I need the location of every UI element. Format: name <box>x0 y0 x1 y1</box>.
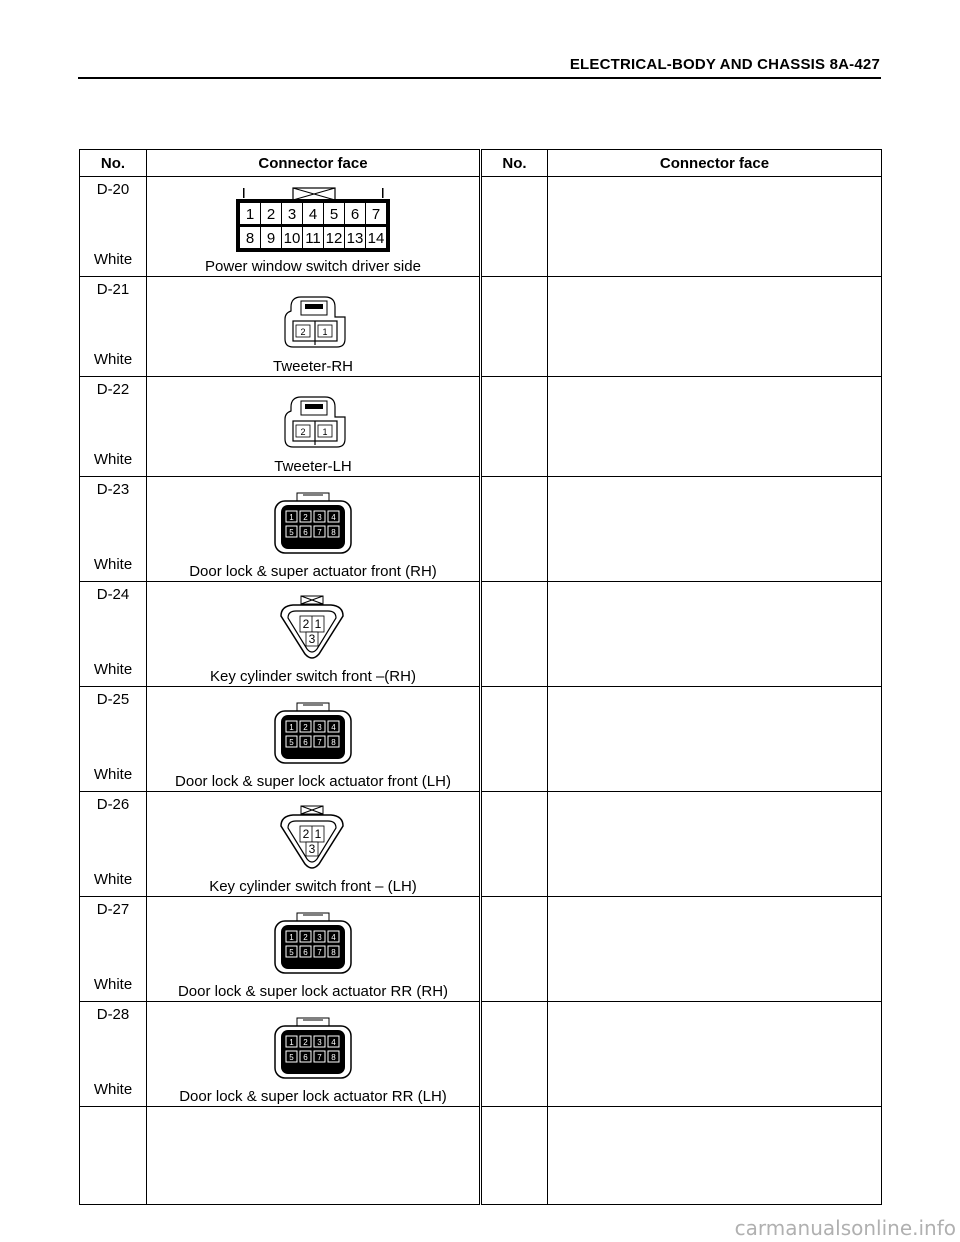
col-header-no-2: No. <box>481 150 548 177</box>
connector-color: White <box>93 871 133 888</box>
pin-label: 7 <box>317 948 322 957</box>
watermark: carmanualsonline.info <box>734 1216 956 1240</box>
pin-label: 2 <box>302 827 310 841</box>
connector-caption: Key cylinder switch front –(RH) <box>210 668 416 685</box>
pin-label: 8 <box>331 948 336 957</box>
pin-label: 1 <box>289 1038 294 1047</box>
empty-no-cell <box>481 897 548 1002</box>
empty-no-cell <box>481 582 548 687</box>
table-row <box>80 477 882 582</box>
table-row <box>80 687 882 792</box>
pin-label: 3 <box>317 723 322 732</box>
connector-id: D-27 <box>96 901 130 918</box>
connector-no-cell <box>80 277 147 377</box>
pin-label: 4 <box>331 723 336 732</box>
connector-diagram <box>235 185 391 255</box>
pin-label: 2 <box>303 723 308 732</box>
pin-label: 5 <box>329 206 339 223</box>
empty-face-cell <box>548 687 882 792</box>
col-header-connector-face: Connector face <box>147 150 481 177</box>
pin-label: 7 <box>371 206 381 223</box>
connector-face-cell <box>147 177 481 277</box>
connector-id: D-28 <box>96 1006 130 1023</box>
pin-label: 4 <box>308 206 318 223</box>
pin-label: 1 <box>314 827 322 841</box>
connector-no-cell <box>80 477 147 582</box>
connector-diagram <box>273 1016 353 1086</box>
empty-face-cell <box>548 277 882 377</box>
pin-label: 6 <box>303 528 308 537</box>
connector-caption: Tweeter-LH <box>274 458 352 475</box>
connector-color: White <box>93 976 133 993</box>
pin-label: 6 <box>303 948 308 957</box>
pin-label: 6 <box>303 738 308 747</box>
connector-face-cell <box>147 1002 481 1107</box>
connector-diagram <box>273 289 353 359</box>
connector-no-cell <box>80 582 147 687</box>
pin-label: 14 <box>367 230 385 247</box>
empty-no-cell <box>481 177 548 277</box>
connector-face-cell <box>147 792 481 897</box>
pin-label: 7 <box>317 528 322 537</box>
pin-label: 5 <box>289 528 294 537</box>
pin-label: 5 <box>289 738 294 747</box>
connector-id: D-26 <box>96 796 130 813</box>
table-row <box>80 177 882 277</box>
connector-caption: Door lock & super lock actuator RR (LH) <box>179 1088 447 1105</box>
pin-label: 3 <box>317 1038 322 1047</box>
pin-label: 2 <box>302 617 310 631</box>
pin-label: 3 <box>317 933 322 942</box>
connector-caption: Tweeter-RH <box>272 358 354 375</box>
connector-diagram <box>273 911 353 981</box>
connector-no-cell <box>80 792 147 897</box>
empty-no-cell <box>481 687 548 792</box>
pin-label: 2 <box>266 206 276 223</box>
empty-face-cell <box>548 792 882 897</box>
connector-no-cell <box>80 687 147 792</box>
pin-label: 1 <box>314 617 322 631</box>
col-header-connector-face-2: Connector face <box>548 150 882 177</box>
pin-label: 5 <box>289 948 294 957</box>
connector-color: White <box>93 451 133 468</box>
connector-face-cell <box>147 897 481 1002</box>
pin-label: 3 <box>308 632 316 646</box>
connector-color: White <box>93 661 133 678</box>
table-header-row <box>80 150 882 177</box>
table-row <box>80 377 882 477</box>
pin-label: 3 <box>287 206 297 223</box>
table-row-empty <box>80 1107 882 1205</box>
pin-label: 1 <box>322 427 328 437</box>
header-rule <box>78 77 881 79</box>
connector-face-cell <box>147 687 481 792</box>
table-row <box>80 897 882 1002</box>
pin-label: 3 <box>308 842 316 856</box>
empty-no-cell <box>481 277 548 377</box>
connector-id: D-21 <box>96 281 130 298</box>
pin-label: 1 <box>289 723 294 732</box>
page-header: ELECTRICAL-BODY AND CHASSIS 8A-427 <box>569 56 880 73</box>
connector-color: White <box>93 351 133 368</box>
pin-label: 1 <box>289 513 294 522</box>
connector-no-cell <box>80 177 147 277</box>
connector-color: White <box>93 1081 133 1098</box>
connector-diagram <box>273 491 353 561</box>
pin-label: 2 <box>300 427 306 437</box>
connector-id: D-25 <box>96 691 130 708</box>
pin-label: 8 <box>331 738 336 747</box>
connector-id: D-23 <box>96 481 130 498</box>
pin-label: 1 <box>245 206 255 223</box>
pin-label: 2 <box>300 327 306 337</box>
connector-no-cell <box>80 1002 147 1107</box>
empty-no-cell <box>481 477 548 582</box>
empty-face-cell <box>548 582 882 687</box>
pin-label: 8 <box>245 230 255 247</box>
connector-diagram <box>273 701 353 771</box>
pin-label: 5 <box>289 1053 294 1062</box>
pin-label: 2 <box>303 513 308 522</box>
pin-label: 6 <box>303 1053 308 1062</box>
empty-cell <box>80 1107 147 1205</box>
connector-color: White <box>93 766 133 783</box>
empty-face-cell <box>548 477 882 582</box>
pin-label: 13 <box>346 230 364 247</box>
pin-label: 4 <box>331 933 336 942</box>
empty-no-cell <box>481 377 548 477</box>
table-row <box>80 792 882 897</box>
empty-cell <box>147 1107 481 1205</box>
connector-color: White <box>93 251 133 268</box>
connector-id: D-20 <box>96 181 130 198</box>
pin-label: 3 <box>317 513 322 522</box>
pin-label: 11 <box>305 230 321 247</box>
empty-cell <box>481 1107 548 1205</box>
connector-no-cell <box>80 897 147 1002</box>
empty-face-cell <box>548 177 882 277</box>
connector-diagram <box>273 389 353 459</box>
empty-face-cell <box>548 1002 882 1107</box>
empty-no-cell <box>481 1002 548 1107</box>
col-header-no: No. <box>80 150 147 177</box>
pin-label: 8 <box>331 528 336 537</box>
table-row <box>80 277 882 377</box>
connector-face-cell <box>147 582 481 687</box>
pin-label: 10 <box>283 230 301 247</box>
pin-label: 12 <box>325 230 343 247</box>
connector-face-cell <box>147 277 481 377</box>
connector-caption: Key cylinder switch front – (LH) <box>209 878 417 895</box>
connector-table <box>79 149 882 1205</box>
pin-label: 7 <box>317 1053 322 1062</box>
pin-label: 1 <box>289 933 294 942</box>
pin-label: 1 <box>322 327 328 337</box>
connector-id: D-22 <box>96 381 130 398</box>
connector-diagram <box>273 594 353 664</box>
pin-label: 6 <box>350 206 360 223</box>
connector-id: D-24 <box>96 586 130 603</box>
connector-caption: Door lock & super lock actuator RR (RH) <box>177 983 449 1000</box>
connector-face-cell <box>147 377 481 477</box>
connector-color: White <box>93 556 133 573</box>
pin-label: 9 <box>266 230 276 247</box>
connector-no-cell <box>80 377 147 477</box>
table-row <box>80 582 882 687</box>
empty-face-cell <box>548 897 882 1002</box>
connector-caption: Door lock & super actuator front (RH) <box>189 563 437 580</box>
pin-label: 2 <box>303 933 308 942</box>
empty-no-cell <box>481 792 548 897</box>
connector-face-cell <box>147 477 481 582</box>
pin-label: 7 <box>317 738 322 747</box>
pin-label: 8 <box>331 1053 336 1062</box>
empty-face-cell <box>548 377 882 477</box>
empty-cell <box>548 1107 882 1205</box>
pin-label: 4 <box>331 1038 336 1047</box>
connector-diagram <box>273 804 353 874</box>
pin-label: 2 <box>303 1038 308 1047</box>
table-row <box>80 1002 882 1107</box>
pin-label: 4 <box>331 513 336 522</box>
connector-caption: Power window switch driver side <box>205 258 421 275</box>
connector-caption: Door lock & super lock actuator front (LH) <box>175 773 451 790</box>
